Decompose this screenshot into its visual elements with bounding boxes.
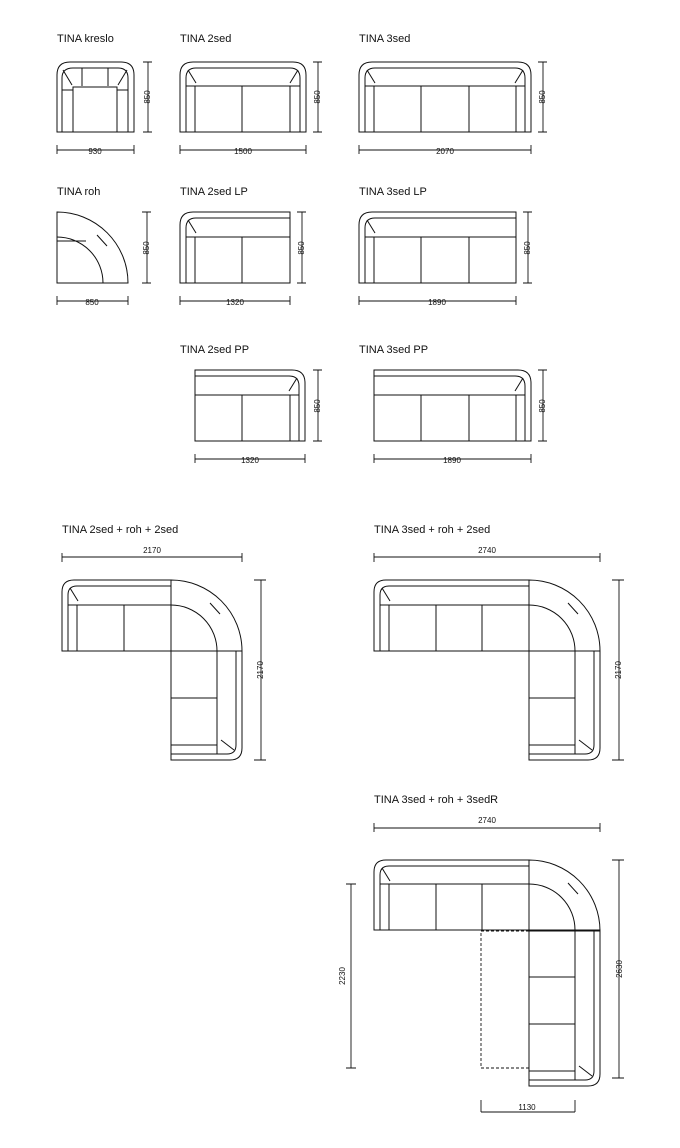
set-c-optional-extension: [481, 931, 529, 1068]
3sed-lp-width-label: 1890: [428, 298, 446, 307]
2sed-lp-width-label: 1320: [226, 298, 244, 307]
set-c-bottom-sofa: [529, 930, 600, 1086]
2sed-width-label: 1500: [234, 147, 252, 156]
set-c-extension-width-label: 1130: [518, 1103, 536, 1112]
set-3sed-roh-3sedr: [338, 794, 624, 1112]
2sed-depth-label: 850: [313, 90, 322, 104]
set-c-corner: [529, 860, 600, 931]
set-a-width-label: 2170: [143, 546, 161, 555]
2sed-lp-depth-label: 850: [297, 241, 306, 255]
module-3sed-lp-title: TINA 3sed LP: [359, 186, 427, 198]
3sed-outline: [359, 62, 531, 132]
set-a-title: TINA 2sed + roh + 2sed: [62, 524, 179, 536]
3sed-pp-outline: [374, 370, 531, 441]
2sed-pp-width-label: 1320: [241, 456, 259, 465]
roh-depth-label: 850: [142, 241, 151, 255]
module-3sed-pp: [359, 344, 547, 465]
set-a-corner: [171, 580, 242, 651]
module-3sed-pp-title: TINA 3sed PP: [359, 344, 429, 356]
set-c-depth-label: 2630: [615, 960, 624, 978]
2sed-outline: [180, 62, 306, 132]
module-kreslo: [57, 33, 152, 156]
module-2sed-pp: [180, 344, 322, 465]
module-2sed: [180, 33, 322, 156]
set-3sed-roh-2sed: [374, 524, 624, 760]
3sed-lp-outline: [359, 212, 516, 283]
module-2sed-title: TINA 2sed: [180, 33, 232, 45]
2sed-pp-outline: [195, 370, 305, 441]
set-a-bottom-sofa: [171, 651, 242, 760]
set-c-width-label: 2740: [478, 816, 496, 825]
set-b-width-label: 2740: [478, 546, 496, 555]
module-2sed-lp: [180, 186, 306, 307]
roh-width-label: 850: [85, 298, 99, 307]
3sed-depth-label: 850: [538, 90, 547, 104]
roh-outline: [57, 212, 128, 283]
module-3sed-title: TINA 3sed: [359, 33, 411, 45]
kreslo-width-label: 930: [88, 147, 102, 156]
set-2sed-roh-2sed: [62, 524, 266, 760]
set-b-left-sofa: [374, 580, 529, 651]
set-c-left-depth-label: 2230: [338, 967, 347, 985]
3sed-pp-depth-label: 850: [538, 399, 547, 413]
3sed-seat: [374, 86, 516, 132]
set-b-depth-label: 2170: [614, 661, 623, 679]
kreslo-outline: [57, 62, 134, 132]
module-2sed-pp-title: TINA 2sed PP: [180, 344, 250, 356]
module-3sed: [359, 33, 547, 156]
set-a-depth-label: 2170: [256, 661, 265, 679]
kreslo-back: [62, 68, 128, 132]
module-roh: [57, 186, 151, 307]
set-b-corner: [529, 580, 600, 651]
module-roh-title: TINA roh: [57, 186, 101, 198]
kreslo-seat: [73, 87, 117, 132]
2sed-pp-depth-label: 850: [313, 399, 322, 413]
set-b-bottom-sofa: [529, 651, 600, 760]
kreslo-depth-label: 850: [143, 90, 152, 104]
set-c-title: TINA 3sed + roh + 3sedR: [374, 794, 499, 806]
set-a-left-sofa: [62, 580, 171, 651]
set-b-title: TINA 3sed + roh + 2sed: [374, 524, 491, 536]
module-3sed-lp: [359, 186, 532, 307]
set-c-left-sofa: [374, 860, 529, 930]
3sed-lp-depth-label: 850: [523, 241, 532, 255]
3sed-width-label: 2070: [436, 147, 454, 156]
2sed-lp-outline: [180, 212, 290, 283]
module-2sed-lp-title: TINA 2sed LP: [180, 186, 248, 198]
3sed-pp-width-label: 1890: [443, 456, 461, 465]
module-kreslo-title: TINA kreslo: [57, 33, 114, 45]
